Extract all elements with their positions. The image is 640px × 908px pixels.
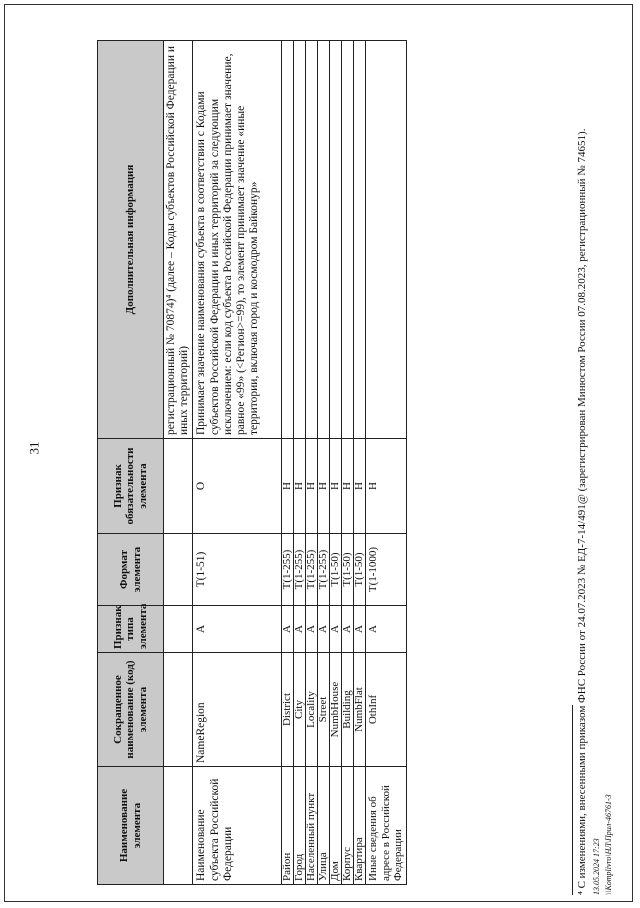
cell-required: Н [354, 439, 366, 534]
table-header-row [98, 41, 164, 885]
cell-format: T(1-255) [294, 534, 306, 606]
table-row [282, 41, 294, 885]
cell-info [354, 41, 366, 439]
cell-required: Н [282, 439, 294, 534]
cell-code: City [294, 653, 306, 767]
cell-info [306, 41, 318, 439]
cell-name: Населенный пункт [306, 767, 318, 885]
cell-code: OthInf [366, 653, 407, 767]
rotated-table-container [97, 41, 407, 885]
table-row [366, 41, 407, 885]
table-row [342, 41, 354, 885]
cell-type: А [294, 606, 306, 653]
cell-info [294, 41, 306, 439]
cell-format: T(1-255) [282, 534, 294, 606]
element-table [97, 40, 407, 885]
cell-format: T(1-50) [354, 534, 366, 606]
table-row [164, 41, 193, 885]
header-additional-info: Дополнительная информация [98, 41, 164, 439]
cell-code: District [282, 653, 294, 767]
cell-type: А [282, 606, 294, 653]
cell-name: Дом [330, 767, 342, 885]
cell-code: Building [342, 653, 354, 767]
cell-info [330, 41, 342, 439]
cell-name: Район [282, 767, 294, 885]
cell-name: Улица [318, 767, 330, 885]
cell-name: Корпус [342, 767, 354, 885]
cell-type: А [366, 606, 407, 653]
cell-required: Н [330, 439, 342, 534]
table-row [318, 41, 330, 885]
cell-type: А [318, 606, 330, 653]
table-row [330, 41, 342, 885]
cell-format: T(1-50) [330, 534, 342, 606]
cell-format: T(1-1000) [366, 534, 407, 606]
footnote-divider [572, 705, 573, 895]
cell-name: Иные сведения об адресе в Российской Федерации [366, 767, 407, 885]
cell-info: Принимает значение наименования субъекта в соответствии с Кодами субъектов Российской Федерации и иных территорий за следующим исключением: если код субъекта Российской Федерации принимает значение, равное «99» (<Регион>=99), то элемент принимает значение «иные территории, включая город и космодром Байконур» [193, 41, 282, 439]
cell-type: А [306, 606, 318, 653]
cell-format: T(1-255) [318, 534, 330, 606]
document-stamp-path: \\Komplivro\НЛ\Прил-46761-3 [604, 794, 613, 895]
cell-format: T(1-255) [306, 534, 318, 606]
cell-info [282, 41, 294, 439]
cell-info: регистрационный № 70874)⁴ (далее – Коды субъектов Российской Федерации и иных территорий) [164, 41, 193, 439]
table-row [294, 41, 306, 885]
cell-required: Н [318, 439, 330, 534]
cell-required: Н [366, 439, 407, 534]
cell-code: NumbHouse [330, 653, 342, 767]
cell-type: А [330, 606, 342, 653]
cell-info [342, 41, 354, 439]
cell-name: Город [294, 767, 306, 885]
cell-format: T(1-51) [193, 534, 282, 606]
header-element-type: Признак типа элемента [98, 606, 164, 653]
cell-type: А [193, 606, 282, 653]
cell-required: О [193, 439, 282, 534]
footnote-text: ⁴ С изменениями, внесенными приказом ФНС России от 24.07.2023 № ЕД-7-14/491@ (зарегистрирован Минюстом России 07.08.2023, регистрационный № 74651). [576, 128, 588, 895]
table-row [306, 41, 318, 885]
header-element-code: Сокращенное наименование (код) элемента [98, 653, 164, 767]
cell-required: Н [294, 439, 306, 534]
cell-type: А [354, 606, 366, 653]
cell-required: Н [342, 439, 354, 534]
cell-type: А [342, 606, 354, 653]
cell-required: Н [306, 439, 318, 534]
table-row [193, 41, 282, 885]
cell-code: Street [318, 653, 330, 767]
cell-code: NumbFlat [354, 653, 366, 767]
document-stamp-date: 13.05.2024 17:23 [592, 838, 601, 895]
cell-name: Наименование субъекта Российской Федерации [193, 767, 282, 885]
page-number: 31 [26, 441, 42, 455]
cell-format: T(1-50) [342, 534, 354, 606]
cell-info [366, 41, 407, 439]
cell-info [318, 41, 330, 439]
header-element-required: Признак обязательности элемента [98, 439, 164, 534]
header-element-name: Наименование элемента [98, 767, 164, 885]
cell-name: Квартира [354, 767, 366, 885]
footnote [572, 95, 614, 895]
table-row [354, 41, 366, 885]
header-element-format: Формат элемента [98, 534, 164, 606]
cell-code: Locality [306, 653, 318, 767]
cell-code: NameRegion [193, 653, 282, 767]
